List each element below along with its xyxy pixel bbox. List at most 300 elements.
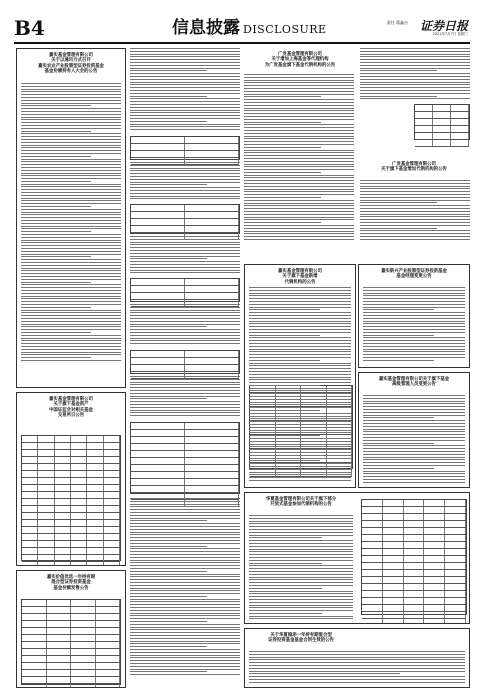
text-line xyxy=(249,390,351,391)
text-line xyxy=(244,119,354,120)
text-line xyxy=(249,585,353,586)
form-table xyxy=(130,204,240,234)
text-line xyxy=(244,169,354,170)
text-line xyxy=(249,610,353,611)
text-line xyxy=(21,296,121,297)
text-line xyxy=(363,312,465,313)
text-line xyxy=(244,105,354,106)
text-line xyxy=(130,376,240,377)
text-line xyxy=(130,529,240,530)
text-line xyxy=(249,295,351,296)
text-line xyxy=(130,596,207,597)
text-line xyxy=(21,156,91,157)
text-line xyxy=(130,638,240,639)
text-line xyxy=(249,591,353,592)
text-line xyxy=(130,643,240,644)
text-line xyxy=(130,652,240,653)
text-line xyxy=(21,181,91,182)
notice-n1 xyxy=(16,48,126,388)
section-title-en: DISCLOSURE xyxy=(243,23,327,36)
table-row xyxy=(22,436,120,443)
text-line xyxy=(130,79,240,80)
table-row xyxy=(131,351,239,358)
text-line xyxy=(249,340,351,341)
form-table xyxy=(130,350,240,374)
text-line xyxy=(249,321,351,322)
text-line xyxy=(249,574,353,575)
text-block xyxy=(244,74,354,242)
text-line xyxy=(249,452,351,453)
form-table xyxy=(130,422,240,494)
text-block xyxy=(363,395,465,483)
text-line xyxy=(130,618,240,619)
table-row xyxy=(22,443,120,450)
text-line xyxy=(130,126,240,127)
text-line xyxy=(130,62,240,63)
text-line xyxy=(249,407,351,408)
text-line xyxy=(21,128,121,129)
text-line xyxy=(244,228,354,229)
text-line xyxy=(21,119,121,120)
text-line xyxy=(363,451,465,452)
text-line xyxy=(244,80,354,81)
text-line xyxy=(360,56,470,57)
text-line xyxy=(360,68,470,69)
table-row xyxy=(415,140,469,147)
text-line xyxy=(249,332,351,333)
table-row xyxy=(22,492,120,499)
table-row xyxy=(362,598,466,605)
text-line xyxy=(130,90,240,91)
text-line xyxy=(130,674,240,675)
text-line xyxy=(360,233,470,234)
text-line xyxy=(244,164,354,165)
form-table xyxy=(130,136,240,160)
text-block xyxy=(363,287,465,363)
text-line xyxy=(244,239,354,240)
text-line xyxy=(130,585,240,586)
text-line xyxy=(130,326,207,327)
table-row xyxy=(131,465,239,472)
table-row xyxy=(22,621,120,628)
table-row xyxy=(22,677,120,684)
text-line xyxy=(360,82,470,83)
text-line xyxy=(249,469,351,470)
table-row xyxy=(415,133,469,140)
text-line xyxy=(249,413,351,414)
text-line xyxy=(249,673,400,674)
text-line xyxy=(21,282,91,283)
text-line xyxy=(363,471,465,472)
table-row xyxy=(22,485,120,492)
text-line xyxy=(360,90,470,91)
text-line xyxy=(130,54,240,55)
text-line xyxy=(249,357,351,358)
text-line xyxy=(130,51,240,52)
text-line xyxy=(21,186,121,187)
column-3 xyxy=(244,48,470,244)
notice-title: 嘉实基金管理有限公司 关于旗下基金新增 代销机构的公告 xyxy=(278,269,322,285)
text-line xyxy=(130,655,240,656)
text-line xyxy=(21,318,121,319)
text-line xyxy=(363,473,465,474)
text-line xyxy=(130,87,240,88)
text-line xyxy=(21,349,121,350)
text-line xyxy=(249,435,320,436)
text-line xyxy=(249,301,351,302)
text-line xyxy=(360,214,470,215)
text-line xyxy=(244,177,354,178)
text-line xyxy=(249,543,353,544)
text-line xyxy=(363,403,465,404)
text-line xyxy=(21,343,121,344)
text-line xyxy=(130,571,207,572)
table-row xyxy=(362,507,466,514)
text-line xyxy=(21,117,121,118)
text-line xyxy=(21,335,121,336)
notice-table xyxy=(361,499,467,615)
text-line xyxy=(21,94,121,95)
text-line xyxy=(249,577,353,578)
text-line xyxy=(21,315,121,316)
table-row xyxy=(22,628,120,635)
text-line xyxy=(249,657,465,658)
table-row xyxy=(362,542,466,549)
text-line xyxy=(249,444,351,445)
text-line xyxy=(249,474,351,475)
text-line xyxy=(130,560,240,561)
text-line xyxy=(130,258,207,259)
text-line xyxy=(363,445,465,446)
text-line xyxy=(363,293,465,294)
text-line xyxy=(360,48,470,49)
text-line xyxy=(249,379,351,380)
text-line xyxy=(130,310,240,311)
text-line xyxy=(130,84,240,85)
text-line xyxy=(130,173,240,174)
notice-title: 嘉实基金管理有限公司 关于以通讯方式召开 嘉实农业产业股票型证券投资基金 基金份额持有人大会的公告 xyxy=(38,53,104,75)
text-line xyxy=(130,543,240,544)
text-line xyxy=(244,211,354,212)
table-row xyxy=(22,520,120,527)
text-line xyxy=(249,354,351,355)
table-row xyxy=(362,577,466,584)
text-line xyxy=(249,651,465,652)
text-line xyxy=(21,91,121,92)
text-line xyxy=(130,165,240,166)
text-line xyxy=(244,82,354,83)
text-block xyxy=(360,180,470,242)
text-line xyxy=(249,668,465,669)
text-line xyxy=(21,293,121,294)
text-line xyxy=(244,141,354,142)
text-line xyxy=(249,671,465,672)
text-line xyxy=(363,440,465,441)
text-line xyxy=(360,200,470,201)
text-line xyxy=(21,108,121,109)
text-line xyxy=(360,54,470,55)
text-line xyxy=(249,551,353,552)
text-line xyxy=(130,632,240,633)
notice-body xyxy=(17,83,125,363)
text-line xyxy=(244,136,354,137)
text-line xyxy=(130,318,240,319)
text-line xyxy=(244,110,354,111)
text-line xyxy=(130,48,240,49)
text-line xyxy=(130,236,240,237)
text-line xyxy=(360,236,470,237)
text-line xyxy=(130,338,240,339)
text-line xyxy=(360,225,470,226)
text-line xyxy=(21,245,121,246)
text-line xyxy=(130,532,240,533)
text-line xyxy=(249,526,353,527)
text-line xyxy=(130,590,240,591)
text-line xyxy=(249,521,353,522)
text-line xyxy=(130,56,240,57)
text-line xyxy=(249,399,351,400)
notice-n9 xyxy=(16,570,126,688)
text-line xyxy=(249,460,320,461)
table-row xyxy=(362,549,466,556)
text-line xyxy=(249,309,320,310)
text-line xyxy=(130,384,240,385)
text-block xyxy=(130,48,240,134)
notice-table xyxy=(21,599,121,685)
text-line xyxy=(249,427,351,428)
text-line xyxy=(363,412,465,413)
table-row xyxy=(131,486,239,493)
table-row xyxy=(362,619,466,624)
text-line xyxy=(21,175,121,176)
text-line xyxy=(249,371,351,372)
text-block xyxy=(249,651,465,683)
text-line xyxy=(249,343,351,344)
text-line xyxy=(130,382,240,383)
text-line xyxy=(249,360,320,361)
text-line xyxy=(21,220,121,221)
text-block xyxy=(130,376,240,420)
text-line xyxy=(130,253,240,254)
text-line xyxy=(249,441,351,442)
text-line xyxy=(244,133,354,134)
text-line xyxy=(21,83,121,84)
text-line xyxy=(249,385,320,386)
text-line xyxy=(130,501,240,502)
text-line xyxy=(244,130,354,131)
text-line xyxy=(249,335,320,336)
text-line xyxy=(130,73,240,74)
text-line xyxy=(244,116,354,117)
text-line xyxy=(130,107,240,108)
text-line xyxy=(244,158,354,159)
text-line xyxy=(360,59,470,60)
text-line xyxy=(21,142,121,143)
text-line xyxy=(244,147,321,148)
text-line xyxy=(130,321,240,322)
text-line xyxy=(360,70,437,71)
text-line xyxy=(244,99,354,100)
text-line xyxy=(249,618,353,619)
text-line xyxy=(363,318,465,319)
text-line xyxy=(130,641,240,642)
text-line xyxy=(130,518,240,519)
table-row xyxy=(22,548,120,555)
text-line xyxy=(244,155,354,156)
text-line xyxy=(244,197,321,198)
table-row xyxy=(131,451,239,458)
text-line xyxy=(249,416,351,417)
text-line xyxy=(21,147,121,148)
table-row xyxy=(362,528,466,535)
text-line xyxy=(249,298,351,299)
table-row xyxy=(362,591,466,598)
text-line xyxy=(244,113,354,114)
text-line xyxy=(130,554,240,555)
text-line xyxy=(130,565,240,566)
text-line xyxy=(130,190,240,191)
text-line xyxy=(130,621,207,622)
table-row xyxy=(131,430,239,437)
text-line xyxy=(130,504,240,505)
table-row xyxy=(131,219,239,226)
notice-title: 关于华夏稳添一年持有期混合型 证券投资基金基金合同生效的公告 xyxy=(268,633,334,644)
text-line xyxy=(130,184,207,185)
form-table xyxy=(130,278,240,302)
table-row xyxy=(22,527,120,534)
table-row xyxy=(362,570,466,577)
text-line xyxy=(249,438,351,439)
text-line xyxy=(21,357,91,358)
newspaper-logo: 证券日报 xyxy=(419,19,468,33)
text-block xyxy=(360,48,470,102)
text-line xyxy=(360,202,437,203)
table-row xyxy=(131,212,239,219)
text-line xyxy=(130,379,240,380)
text-line xyxy=(360,65,470,66)
table-row xyxy=(131,286,239,293)
column-2 xyxy=(130,48,240,688)
text-line xyxy=(21,284,121,285)
text-line xyxy=(360,219,470,220)
text-line xyxy=(363,343,465,344)
text-line xyxy=(21,329,121,330)
text-line xyxy=(130,112,240,113)
text-line xyxy=(249,546,353,547)
table-row xyxy=(22,649,120,656)
text-line xyxy=(360,222,470,223)
text-line xyxy=(363,337,465,338)
section-title-cn: 信息披露 xyxy=(172,18,240,38)
text-line xyxy=(249,523,353,524)
text-line xyxy=(249,377,351,378)
text-line xyxy=(130,412,240,413)
text-line xyxy=(363,417,434,418)
text-line xyxy=(130,267,240,268)
text-line xyxy=(130,607,240,608)
text-line xyxy=(21,240,121,241)
text-line xyxy=(130,340,240,341)
text-line xyxy=(21,170,121,171)
text-line xyxy=(249,455,351,456)
text-line xyxy=(360,96,437,97)
text-line xyxy=(249,665,465,666)
text-line xyxy=(249,374,351,375)
table-row xyxy=(131,472,239,479)
text-line xyxy=(244,108,354,109)
text-line xyxy=(363,429,465,430)
text-line xyxy=(363,307,465,308)
text-line xyxy=(249,654,465,655)
text-line xyxy=(244,150,354,151)
text-line xyxy=(244,225,354,226)
text-line xyxy=(249,430,351,431)
text-line xyxy=(363,323,465,324)
text-line xyxy=(244,183,354,184)
text-line xyxy=(360,239,470,240)
text-line xyxy=(244,127,354,128)
text-line xyxy=(21,195,121,196)
text-line xyxy=(249,560,353,561)
table-row xyxy=(131,423,239,430)
text-line xyxy=(360,51,470,52)
text-line xyxy=(130,506,240,507)
text-line xyxy=(363,295,465,296)
text-line xyxy=(130,307,240,308)
text-line xyxy=(21,139,121,140)
text-line xyxy=(21,133,121,134)
text-line xyxy=(130,588,240,589)
text-line xyxy=(249,421,351,422)
text-line xyxy=(363,340,465,341)
text-line xyxy=(363,479,465,480)
text-line xyxy=(130,669,240,670)
text-line xyxy=(21,360,121,361)
text-line xyxy=(21,209,121,210)
text-line xyxy=(360,188,470,189)
text-line xyxy=(130,179,240,180)
text-line xyxy=(363,420,465,421)
notice-table xyxy=(21,435,121,561)
text-line xyxy=(249,463,351,464)
text-line xyxy=(244,194,354,195)
text-line xyxy=(130,398,207,399)
text-line xyxy=(360,186,470,187)
text-line xyxy=(21,122,121,123)
text-line xyxy=(363,315,465,316)
text-line xyxy=(363,304,465,305)
text-line xyxy=(130,70,207,71)
text-line xyxy=(21,254,121,255)
table-row xyxy=(22,534,120,541)
text-line xyxy=(363,395,465,396)
text-line xyxy=(249,337,351,338)
text-line xyxy=(249,596,353,597)
text-line xyxy=(360,208,470,209)
text-line xyxy=(249,662,465,663)
text-line xyxy=(363,357,465,358)
text-block xyxy=(249,287,351,483)
table-row xyxy=(362,514,466,521)
text-line xyxy=(249,290,351,291)
table-row xyxy=(362,605,466,612)
text-line xyxy=(249,599,353,600)
text-line xyxy=(130,624,240,625)
text-line xyxy=(363,290,465,291)
table-row xyxy=(22,614,120,621)
text-line xyxy=(130,196,240,197)
text-line xyxy=(244,172,321,173)
